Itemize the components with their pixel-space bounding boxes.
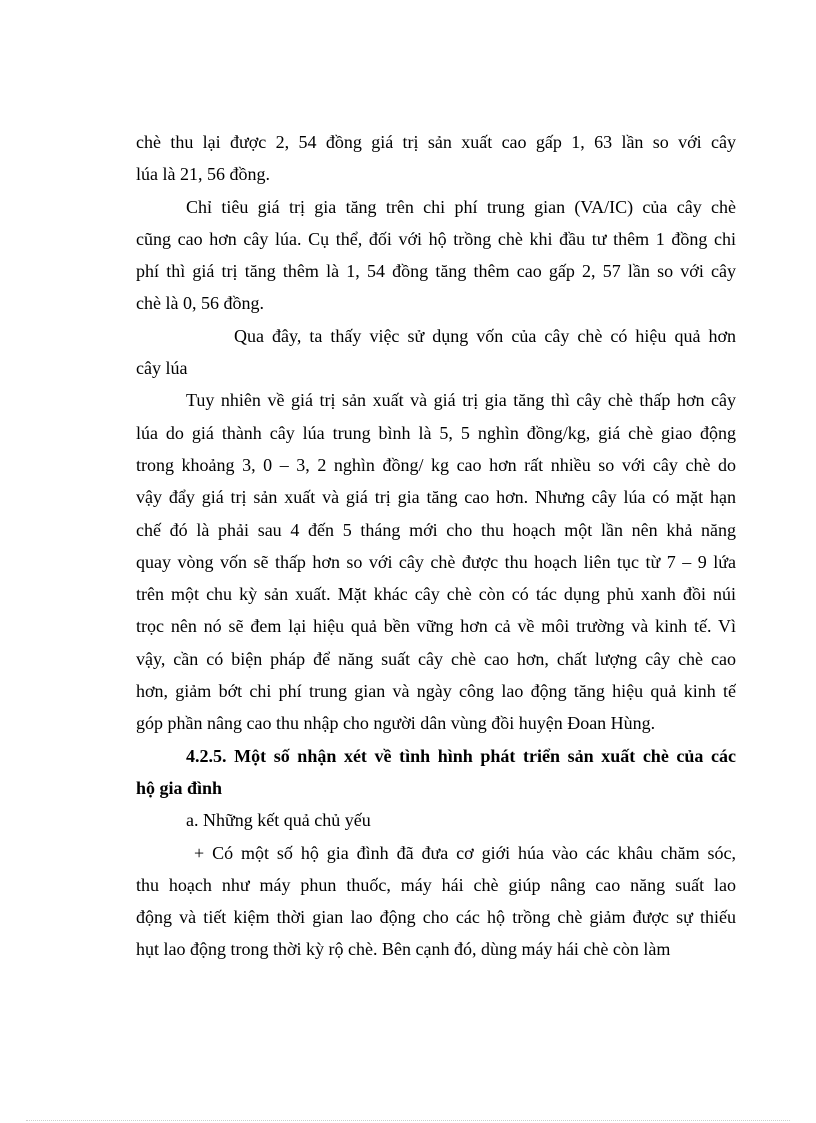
text-line: thu hoạch như máy phun thuốc, máy hái chè giúp nâng cao năng suất lao (136, 874, 736, 895)
text-line: chè thu lại được 2, 54 đồng giá trị sản xuất cao gấp 1, 63 lần so với cây (136, 132, 736, 152)
section-heading-continued: hộ gia đình (136, 777, 223, 798)
text-line: lúa là 21, 56 đồng. (136, 164, 270, 185)
text-line: vậy đẩy giá trị sản xuất và giá trị gia tăng cao hơn. Nhưng cây lúa có mặt hạn (136, 487, 736, 508)
paragraph-start-line: Tuy nhiên về giá trị sản xuất và giá trị gia tăng thì cây chè thấp hơn cây (186, 390, 736, 411)
subsection-heading: a. Những kết quả chủ yếu (186, 810, 371, 831)
body-text (136, 126, 736, 966)
section-heading: 4.2.5. Một số nhận xét về tình hình phát triển sản xuất chè của các (186, 745, 736, 766)
text-line: góp phần nâng cao thu nhập cho người dân vùng đồi huyện Đoan Hùng. (136, 713, 656, 734)
text-line: cây lúa (136, 358, 188, 379)
text-line: trên một chu kỳ sản xuất. Mặt khác cây chè còn có tác dụng phủ xanh đồi núi (136, 584, 736, 605)
bullet-paragraph-line: + Có một số hộ gia đình đã đưa cơ giới húa vào các khâu chăm sóc, (194, 842, 736, 863)
text-line: trong khoảng 3, 0 – 3, 2 nghìn đồng/ kg cao hơn rất nhiều so với cây chè do (136, 454, 736, 475)
paragraph-start-line: Qua đây, ta thấy việc sử dụng vốn của cây chè có hiệu quả hơn (234, 325, 736, 346)
text-line: lúa do giá thành cây lúa trung bình là 5, 5 nghìn đồng/kg, giá chè giao động (136, 422, 736, 443)
paragraph-start-line: Chỉ tiêu giá trị gia tăng trên chi phí trung gian (VA/IC) của cây chè (186, 196, 736, 217)
text-line: vậy, cần có biện pháp để năng suất cây chè cao hơn, chất lượng cây chè cao (136, 648, 736, 669)
text-line: cũng cao hơn cây lúa. Cụ thể, đối với hộ trồng chè khi đầu tư thêm 1 đồng chi (136, 228, 736, 249)
text-line: hơn, giảm bớt chi phí trung gian và ngày công lao động tăng hiệu quả kinh tế (136, 681, 736, 702)
text-line: trọc nên nó sẽ đem lại hiệu quả bền vững hơn cả về môi trường và kinh tế. Vì (136, 616, 736, 637)
text-line: chế đó là phải sau 4 đến 5 tháng mới cho thu hoạch một lần nên khả năng (136, 519, 736, 540)
page-bottom-divider (26, 1120, 790, 1121)
text-line: hụt lao động trong thời kỳ rộ chè. Bên cạnh đó, dùng máy hái chè còn làm (136, 939, 671, 960)
text-line: phí thì giá trị tăng thêm là 1, 54 đồng tăng thêm cao gấp 2, 57 lần so với cây (136, 261, 736, 282)
text-line: chè là 0, 56 đồng. (136, 293, 264, 314)
text-line: động và tiết kiệm thời gian lao động cho các hộ trồng chè giảm được sự thiếu (136, 907, 736, 928)
text-line: quay vòng vốn sẽ thấp hơn so với cây chè được thu hoạch liên tục từ 7 – 9 lứa (136, 551, 736, 572)
